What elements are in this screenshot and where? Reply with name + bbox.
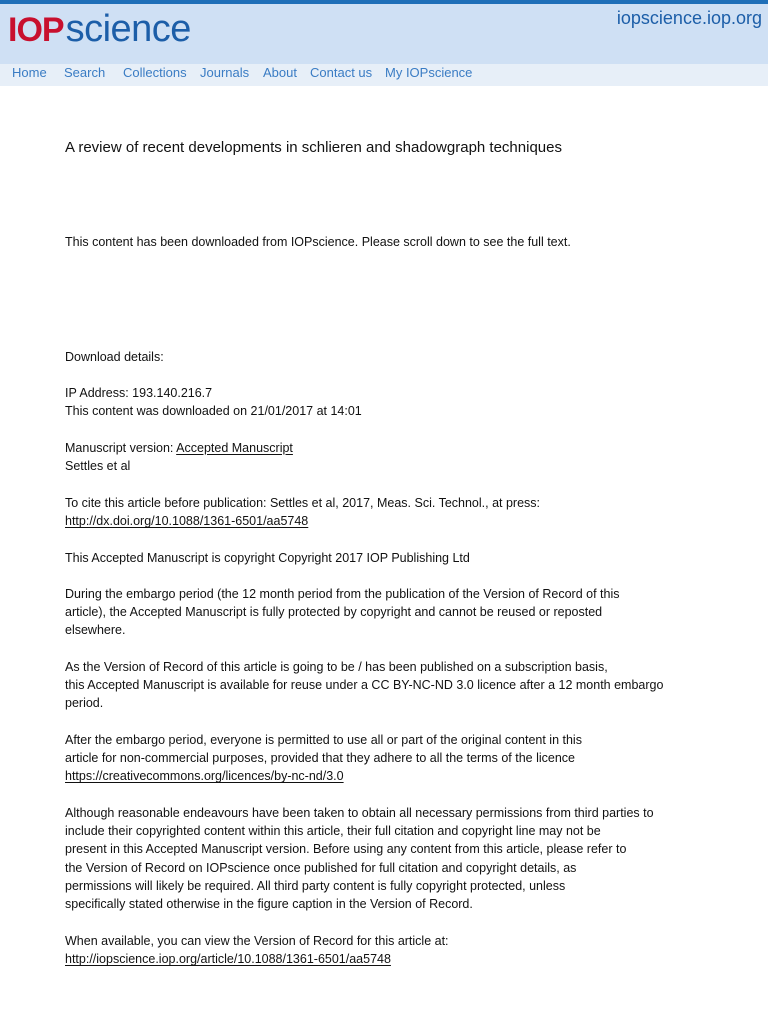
nav-journals[interactable]: Journals xyxy=(200,65,250,80)
download-details-label: Download details: xyxy=(65,350,164,364)
vor-link[interactable]: http://iopscience.iop.org/article/10.1088/1361-6501/aa5748 xyxy=(65,952,391,967)
nav-about[interactable]: About xyxy=(263,65,297,80)
cite-block xyxy=(65,494,705,530)
nav-contact-us[interactable]: Contact us xyxy=(310,65,373,80)
vor-text: When available, you can view the Version of Record for this article at: xyxy=(65,934,449,948)
nav-home[interactable]: Home xyxy=(12,65,47,80)
manuscript-info xyxy=(65,439,705,475)
embargo-paragraph: During the embargo period (the 12 month period from the publication of the Version of Record of this article), the Accepted Manuscript is fully protected by copyright and cannot be reused or reposted elsewhere. xyxy=(65,587,620,638)
download-date: This content was downloaded on 21/01/2017 at 14:01 xyxy=(65,404,362,419)
logo-iop-text: IOP xyxy=(8,11,64,49)
cite-text: To cite this article before publication: Settles et al, 2017, Meas. Sci. Technol., at press: xyxy=(65,496,541,510)
site-url-link[interactable]: iopscience.iop.org xyxy=(616,8,762,28)
main-nav xyxy=(0,64,768,86)
nav-search[interactable]: Search xyxy=(64,65,106,80)
site-header xyxy=(0,4,768,64)
reuse-paragraph: As the Version of Record of this article is going to be / has been published on a subscription basis, this Accepted Manuscript is available for reuse under a CC BY-NC-ND 3.0 licence after a 12 month embargo period. xyxy=(65,660,664,711)
iopscience-logo[interactable] xyxy=(8,8,191,52)
after-embargo-paragraph: After the embargo period, everyone is permitted to use all or part of the original content in this article for non-commercial purposes, provided that they adhere to all the terms of the licence https://creativecommons.org/licences/by-nc-nd/3.0 xyxy=(65,733,582,784)
manuscript-version-link[interactable]: Accepted Manuscript xyxy=(176,441,293,455)
download-notice: This content has been downloaded from IOPscience. Please scroll down to see the full text. xyxy=(65,235,571,249)
logo-science-text: science xyxy=(65,8,191,50)
ip-address: IP Address: 193.140.216.7 xyxy=(65,386,213,400)
permissions-paragraph: Although reasonable endeavours have been taken to obtain all necessary permissions from third parties to include their copyrighted content within this article, their full citation and copyright line may not be present in this Accepted Manuscript version. Before using any content from this article, please refer to the Version of Record on IOPscience once published for full citation and copyright details, as permissions will likely be required. All third party content is fully copyright protected, unless specifically stated otherwise in the figure caption in the Version of Record. xyxy=(65,806,654,912)
copyright-statement: This Accepted Manuscript is copyright Copyright 2017 IOP Publishing Ltd xyxy=(65,551,470,565)
authors: Settles et al xyxy=(65,459,131,474)
nav-collections[interactable]: Collections xyxy=(123,65,187,80)
article-title: A review of recent developments in schlieren and shadowgraph techniques xyxy=(65,139,562,156)
nav-my-iopscience[interactable]: My IOPscience xyxy=(385,65,473,80)
cite-doi-link[interactable]: http://dx.doi.org/10.1088/1361-6501/aa5748 xyxy=(65,514,309,529)
manuscript-version-label: Manuscript version: xyxy=(65,441,174,455)
licence-link[interactable]: https://creativecommons.org/licences/by-nc-nd/3.0 xyxy=(65,769,344,784)
download-info xyxy=(65,384,705,420)
version-of-record-block xyxy=(65,932,705,968)
